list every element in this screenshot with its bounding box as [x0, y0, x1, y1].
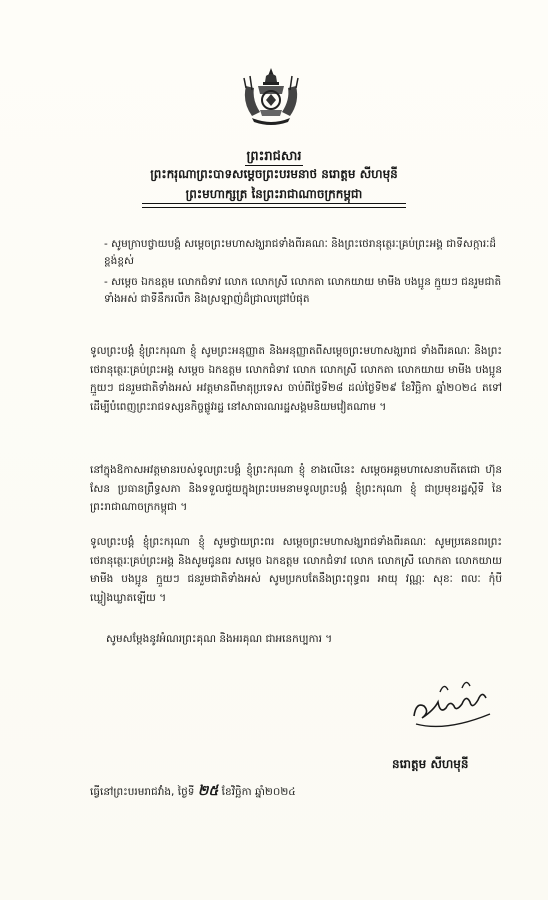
letter-title: ព្រះរាជសារ	[246, 149, 302, 164]
royal-emblem-icon	[238, 66, 304, 128]
date-day: ២៥	[197, 783, 219, 799]
header-rule	[142, 203, 406, 204]
salutation-item: - សម្តេច ឯកឧត្តម លោកជំទាវ លោក លោកស្រី លោកតា លោកយាយ មាមីង បងប្អូន ក្មួយៗ ជនរួមជាតិទាំងអស់ ជាទីនឹករលឹក និងស្រឡាញ់ដ៏ជ្រាលជ្រៅបំផុត	[104, 276, 502, 305]
letter-issuer-title: ព្រះមហាក្សត្រ នៃព្រះរាជាណាចក្រកម្ពុជា	[185, 187, 363, 201]
date-line	[90, 781, 296, 802]
signatory-name: នរោត្តម សីហមុនី	[392, 757, 469, 771]
body-paragraph: ទូលព្រះបង្គំ ខ្ញុំព្រះករុណា ខ្ញុំ សូមថ្វាយព្រះពរ សម្តេចព្រះមហាសង្ឃរាជទាំងពីរគណៈ សូមប្រគេនពរព្រះថេរានុត្ថេរៈគ្រប់ព្រះអង្គ និងសូមជូនពរ សម្តេច ឯកឧត្តម លោកជំទាវ លោក លោកស្រី លោកតា លោកយាយ មាមីង បងប្អូន ក្មួយៗ ជនរួមជាតិទាំងអស់ សូមប្រកបតែនឹងព្រះពុទ្ធពរ អាយុ វណ្ណៈ សុខៈ ពលៈ កុំបីឃ្លៀងឃ្លាតឡើយ ។	[90, 536, 502, 604]
date-suffix: ខែវិច្ឆិកា ឆ្នាំ២០២៤	[221, 786, 296, 798]
letter-issuer: ព្រះករុណាព្រះបាទសម្តេចព្រះបរមនាថ នរោត្តម សីហមុនី	[150, 167, 398, 181]
body-paragraph: ទូលព្រះបង្គំ ខ្ញុំព្រះករុណា ខ្ញុំ សូមព្រះអនុញ្ញាត និងអនុញ្ញាតពីសម្តេចព្រះមហាសង្ឃរាជ ទាំងពីរគណៈ និងព្រះថេរានុត្ថេរៈគ្រប់ព្រះអង្គ សម្តេច ឯកឧត្តម លោកជំទាវ លោក លោកស្រី លោកតា លោកយាយ មាមីង បងប្អូន ក្មួយៗ ជនរួមជាតិទាំងអស់ អវត្តមានពីមាតុប្រទេស ចាប់ពីថ្ងៃទី២៨ ដល់ថ្ងៃទី២៩ ខែវិច្ឆិកា ឆ្នាំ២០២៤ តទៅ ដើម្បីបំពេញព្រះរាជទស្សនកិច្ចផ្លូវរដ្ឋ នៅសាធារណរដ្ឋសង្គមនិយមវៀតណាម ។	[90, 345, 502, 413]
handwritten-signature	[406, 672, 496, 738]
body-paragraph: នៅក្នុងឱកាសអវត្តមានរបស់ទូលព្រះបង្គំ ខ្ញុំព្រះករុណា ខ្ញុំ ខាងលើនេះ សម្តេចអគ្គមហាសេនាបតីតេជោ ហ៊ុន សែន ប្រធានព្រឹទ្ធសភា និងទទួលជួយក្នុងព្រះបរមនាមទូលព្រះបង្គំ ខ្ញុំព្រះករុណា ខ្ញុំ ជាប្រមុខរដ្ឋស្តីទី នៃព្រះរាជាណាចក្រកម្ពុជា ។	[90, 464, 502, 513]
closing-paragraph: សូមសម្តែងនូវអំណរព្រះគុណ និងអរគុណ ជាអនេកប្បការ ។	[106, 633, 333, 645]
salutation-item: - សូមក្រាបថ្វាយបង្គំ សម្តេចព្រះមហាសង្ឃរាជទាំងពីរគណៈ និងព្រះថេរានុត្ថេរៈគ្រប់ព្រះអង្គ ជាទីសក្ការៈដ៏ខ្ពង់ខ្ពស់	[104, 238, 497, 267]
header-rule-2	[142, 207, 406, 208]
salutation-list	[104, 236, 504, 312]
date-prefix: ធ្វើនៅព្រះបរមរាជវាំង, ថ្ងៃទី	[90, 786, 195, 798]
